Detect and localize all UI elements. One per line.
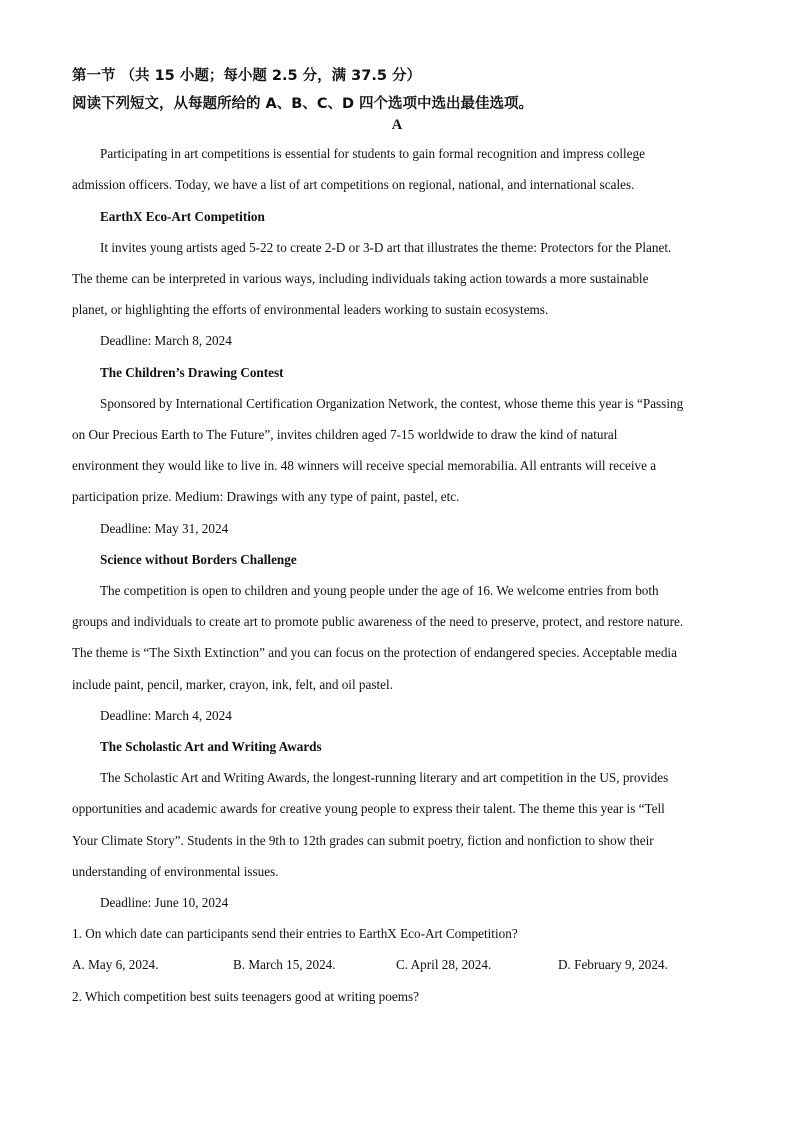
deadline: Deadline: May 31, 2024 — [100, 521, 229, 536]
competition-heading: Science without Borders Challenge — [100, 552, 297, 567]
question-stem: 2. Which competition best suits teenagers good at writing poems? — [72, 989, 419, 1004]
intro-line: admission officers. Today, we have a list of art competitions on regional, national, and international scales. — [72, 177, 635, 192]
passage-label: A — [391, 117, 403, 133]
option-b: B. March 15, 2024. — [233, 957, 336, 972]
section-title: 第一节 （共 15 小题；每小题 2.5 分，满 37.5 分） — [72, 68, 421, 84]
option-a: A. May 6, 2024. — [72, 957, 159, 972]
competition-heading: EarthX Eco-Art Competition — [100, 209, 265, 224]
paragraph-line: participation prize. Medium: Drawings with any type of paint, pastel, etc. — [72, 489, 460, 504]
paragraph-line: The theme can be interpreted in various ways, including individuals taking action towards a more sustainable — [72, 271, 649, 286]
paragraph-line: Your Climate Story”. Students in the 9th to 12th grades can submit poetry, fiction and nonfiction to show their — [72, 833, 654, 848]
question-stem: 1. On which date can participants send their entries to EarthX Eco-Art Competition? — [72, 926, 518, 941]
deadline: Deadline: June 10, 2024 — [100, 895, 229, 910]
paragraph-line: It invites young artists aged 5-22 to create 2-D or 3-D art that illustrates the theme: Protectors for the Planet. — [100, 240, 672, 255]
intro-line: Participating in art competitions is essential for students to gain formal recognition and impress college — [100, 146, 645, 161]
deadline: Deadline: March 8, 2024 — [100, 333, 232, 348]
paragraph-line: groups and individuals to create art to promote public awareness of the need to preserve, protect, and restore nature. — [72, 614, 684, 629]
paragraph-line: opportunities and academic awards for creative young people to express their talent. The theme this year is “Tell — [72, 801, 665, 816]
paragraph-line: Sponsored by International Certification Organization Network, the contest, whose theme this year is “Passing — [100, 396, 684, 411]
paragraph-line: The Scholastic Art and Writing Awards, the longest-running literary and art competition in the US, provides — [100, 770, 669, 785]
section-instruction: 阅读下列短文，从每题所给的 A、B、C、D 四个选项中选出最佳选项。 — [72, 96, 534, 112]
paragraph-line: planet, or highlighting the efforts of environmental leaders working to sustain ecosystems. — [72, 302, 549, 317]
deadline: Deadline: March 4, 2024 — [100, 708, 232, 723]
competition-heading: The Children’s Drawing Contest — [100, 365, 284, 380]
paragraph-line: The competition is open to children and young people under the age of 16. We welcome entries from both — [100, 583, 659, 598]
competition-heading: The Scholastic Art and Writing Awards — [100, 739, 322, 754]
paragraph-line: understanding of environmental issues. — [72, 864, 279, 879]
paragraph-line: environment they would like to live in. 48 winners will receive special memorabilia. All entrants will receive a — [72, 458, 657, 473]
paragraph-line: include paint, pencil, marker, crayon, ink, felt, and oil pastel. — [72, 677, 393, 692]
option-c: C. April 28, 2024. — [396, 957, 492, 972]
paragraph-line: on Our Precious Earth to The Future”, invites children aged 7-15 worldwide to draw the kind of natural — [72, 427, 618, 442]
option-d: D. February 9, 2024. — [558, 957, 668, 972]
paragraph-line: The theme is “The Sixth Extinction” and you can focus on the protection of endangered species. Acceptable media — [72, 645, 677, 660]
